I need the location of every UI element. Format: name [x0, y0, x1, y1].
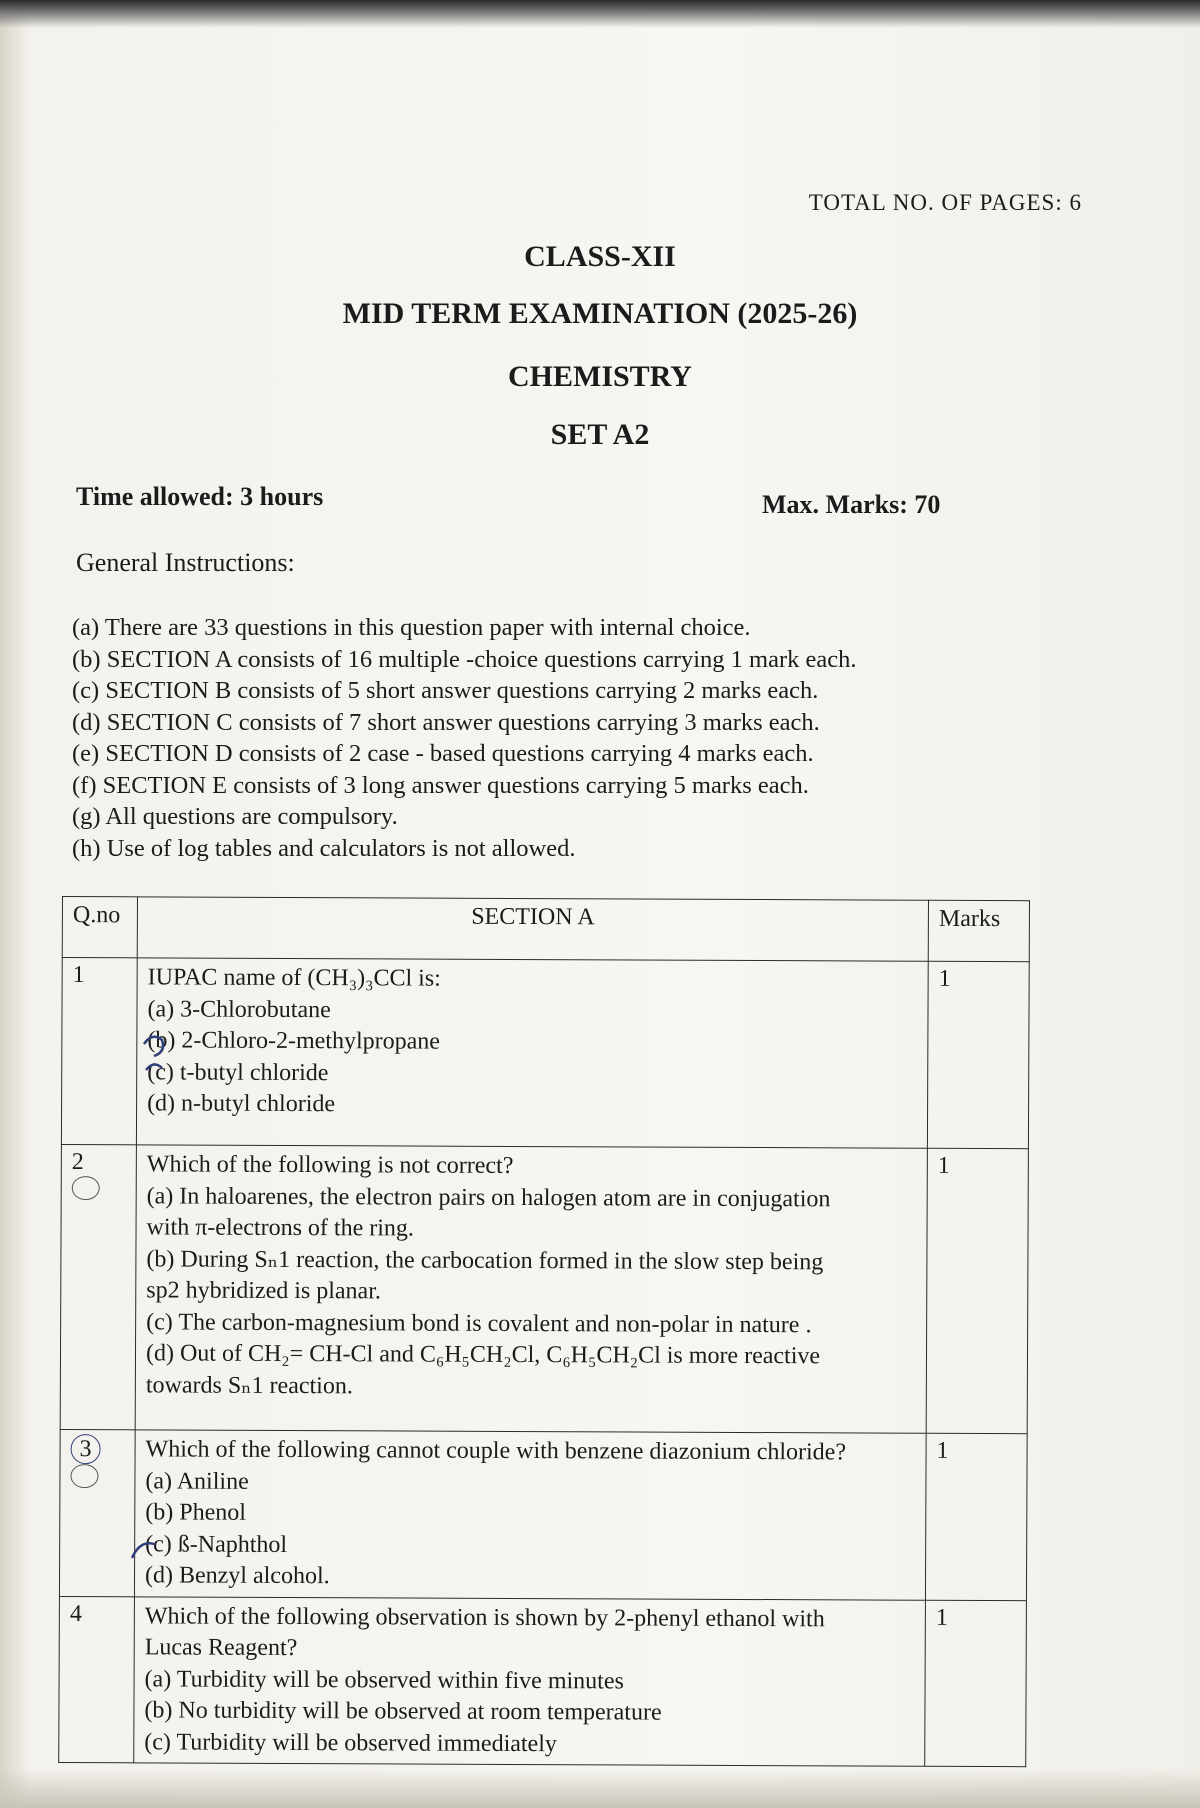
instruction-item: (g) All questions are compulsory. [72, 803, 398, 830]
instructions-list [72, 612, 1072, 864]
instruction-item: (f) SECTION E consists of 3 long answer questions carrying 5 marks each. [72, 771, 809, 799]
question-number: 4 [59, 1596, 135, 1763]
exam-title: MID TERM EXAMINATION (2025-26) [342, 297, 858, 330]
pen-circle-mark [72, 1176, 100, 1200]
top-shadow [0, 0, 1200, 28]
instruction-item: (d) SECTION C consists of 7 short answer questions carrying 3 marks each. [72, 708, 820, 736]
question-body [135, 1145, 927, 1433]
instructions-title: General Instructions: [76, 548, 295, 577]
option: (c) The carbon-magnesium bond is covalent and non-polar in nature . [146, 1308, 812, 1338]
option: with π-electrons of the ring. [146, 1214, 414, 1242]
marks-header: Marks [928, 900, 1029, 961]
instruction-item: (b) SECTION A consists of 16 multiple -choice questions carrying 1 mark each. [72, 645, 857, 673]
option: (b) No turbidity will be observed at room temperature [144, 1697, 662, 1726]
question-text: Which of the following observation is shown by 2-phenyl ethanol with [144, 1602, 825, 1632]
total-pages: TOTAL NO. OF PAGES: 6 [808, 190, 1082, 215]
question-number-circled: 3 [71, 1434, 101, 1464]
question-body [134, 1430, 926, 1600]
option: (d) Benzyl alcohol. [144, 1562, 330, 1590]
question-marks: 1 [925, 1600, 1027, 1767]
option: (a) 3-Chlorobutane [147, 995, 331, 1023]
subject-title: CHEMISTRY [508, 360, 692, 393]
option: (b) Phenol [145, 1499, 247, 1526]
questions-table [58, 896, 1030, 1767]
question-text: Which of the following is not correct? [146, 1151, 514, 1179]
qno-header: Q.no [62, 897, 137, 958]
option: (d) n-butyl chloride [147, 1090, 336, 1118]
question-marks: 1 [926, 1148, 1028, 1433]
option: (c) ß-Naphthol [145, 1530, 288, 1558]
pen-tick-mark [130, 1536, 170, 1566]
option: (b) 2-Chloro-2-methylpropane [147, 1027, 441, 1055]
section-header: SECTION A [137, 897, 928, 961]
question-body [134, 1596, 926, 1766]
option: towards Sₙ1 reaction. [145, 1371, 353, 1399]
table-row [61, 958, 1029, 1149]
instruction-item: (a) There are 33 questions in this question paper with internal choice. [72, 614, 751, 641]
option: (a) Turbidity will be observed within five minutes [144, 1665, 624, 1694]
instruction-item: (h) Use of log tables and calculators is not allowed. [72, 834, 576, 862]
question-text: IUPAC name of (CH₃)₃CCl is: [147, 964, 441, 992]
option: (a) In haloarenes, the electron pairs on halogen atom are in conjugation [146, 1182, 831, 1212]
option: (d) Out of CH₂= CH-Cl and C₆H₅CH₂Cl, C₆H₅CH₂Cl is more reactive [145, 1340, 821, 1370]
option: (b) During Sₙ1 reaction, the carbocation formed in the slow step being [146, 1245, 824, 1275]
instruction-item: (e) SECTION D consists of 2 case - based questions carrying 4 marks each. [72, 740, 814, 767]
option: (a) Aniline [145, 1467, 249, 1495]
question-number [59, 1429, 135, 1596]
option: sp2 hybridized is planar. [146, 1277, 381, 1305]
bottom-shadow [0, 1768, 1200, 1808]
instruction-item: (c) SECTION B consists of 5 short answer questions carrying 2 marks each. [72, 677, 819, 704]
table-row [59, 1596, 1027, 1767]
question-body [136, 958, 928, 1148]
question-number [60, 1144, 136, 1429]
set-title: SET A2 [550, 418, 650, 451]
option: Lucas Reagent? [144, 1634, 298, 1662]
question-text: Which of the following cannot couple with benzene diazonium chloride? [145, 1436, 847, 1466]
class-title: CLASS-XII [524, 240, 676, 273]
question-number: 1 [61, 958, 137, 1145]
table-header-row [62, 897, 1029, 962]
question-number-text: 2 [71, 1149, 84, 1176]
pen-tick-mark [140, 1030, 180, 1090]
option: (c) Turbidity will be observed immediately [144, 1728, 557, 1757]
table-row [60, 1144, 1028, 1433]
question-marks: 1 [927, 961, 1029, 1148]
table-row [59, 1429, 1027, 1600]
pen-circle-mark [70, 1464, 98, 1488]
max-marks: Max. Marks: 70 [762, 490, 941, 519]
option: (c) t-butyl chloride [147, 1058, 329, 1086]
question-marks: 1 [925, 1433, 1027, 1600]
time-allowed: Time allowed: 3 hours [76, 482, 324, 511]
